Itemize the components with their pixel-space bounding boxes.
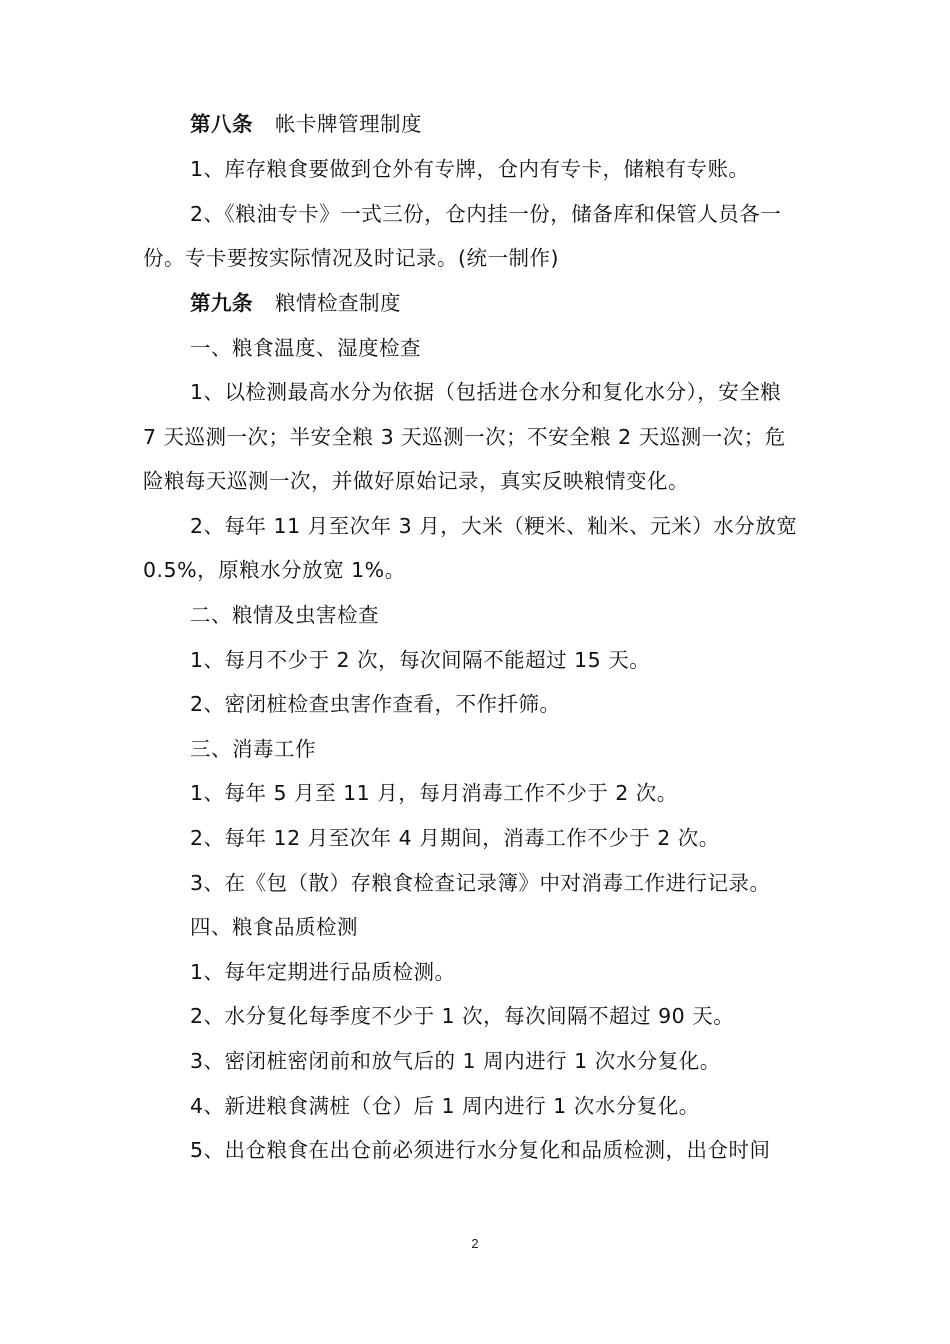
paragraph: 1、每月不少于 2 次，每次间隔不能超过 15 天。 [190,648,651,672]
paragraph-continuation: 险粮每天巡测一次，并做好原始记录，真实反映粮情变化。 [143,469,689,493]
paragraph: 3、在《包（散）存粮食检查记录簿》中对消毒工作进行记录。 [190,871,771,895]
paragraph: 2、每年 12 月至次年 4 月期间，消毒工作不少于 2 次。 [190,826,720,850]
paragraph: 5、出仓粮食在出仓前必须进行水分复化和品质检测，出仓时间 [190,1138,771,1162]
paragraph: 2、水分复化每季度不少于 1 次，每次间隔不超过 90 天。 [190,1004,735,1028]
paragraph-continuation: 0.5%，原粮水分放宽 1%。 [143,558,406,582]
paragraph: 1、每年 5 月至 11 月，每月消毒工作不少于 2 次。 [190,781,678,805]
article-8-heading [0,110,950,138]
paragraph-continuation: 份。专卡要按实际情况及时记录。(统一制作) [143,246,559,270]
paragraph-continuation: 7 天巡测一次；半安全粮 3 天巡测一次；不安全粮 2 天巡测一次；危 [143,425,786,449]
article-title: 帐卡牌管理制度 [275,112,422,136]
section-heading: 一、粮食温度、湿度检查 [190,336,421,360]
paragraph: 2、密闭桩检查虫害作查看，不作扦筛。 [190,692,561,716]
paragraph: 1、每年定期进行品质检测。 [190,960,456,984]
article-9-heading [0,289,950,317]
paragraph: 2、每年 11 月至次年 3 月，大米（粳米、籼米、元米）水分放宽 [190,514,798,538]
section-heading: 三、消毒工作 [190,737,316,761]
article-title: 粮情检查制度 [275,291,401,315]
paragraph: 4、新进粮食满桩（仓）后 1 周内进行 1 次水分复化。 [190,1094,700,1118]
article-label: 第八条 [190,112,253,136]
section-heading: 二、粮情及虫害检查 [190,603,379,627]
page-number: 2 [471,1236,479,1251]
section-heading: 四、粮食品质检测 [190,915,358,939]
article-label: 第九条 [190,291,253,315]
paragraph: 2、《粮油专卡》一式三份，仓内挂一份，储备库和保管人员各一 [190,202,782,226]
paragraph: 3、密闭桩密闭前和放气后的 1 周内进行 1 次水分复化。 [190,1049,721,1073]
paragraph: 1、以检测最高水分为依据（包括进仓水分和复化水分），安全粮 [190,380,782,404]
paragraph: 1、库存粮食要做到仓外有专牌，仓内有专卡，储粮有专账。 [190,157,750,181]
